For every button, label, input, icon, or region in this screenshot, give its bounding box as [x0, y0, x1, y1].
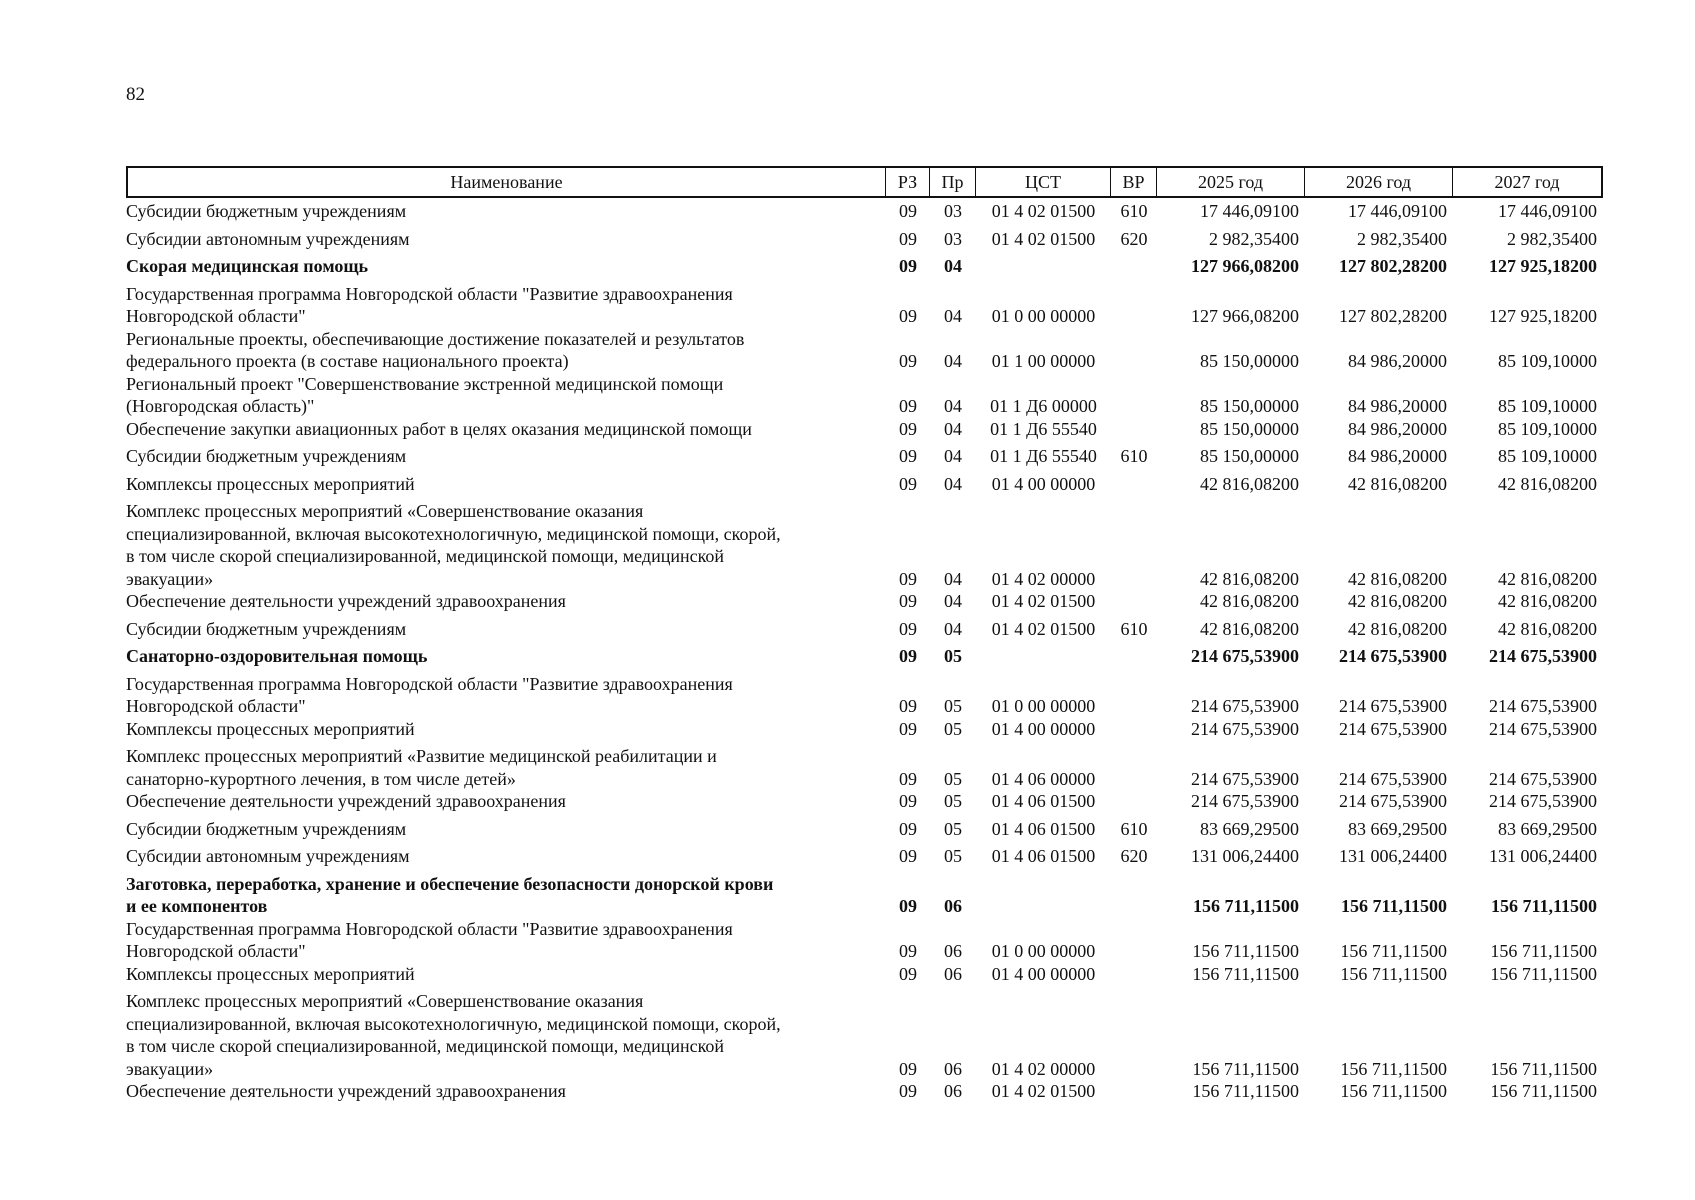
row-cst: 01 0 00 00000 — [991, 306, 1096, 326]
row-cst: 01 4 06 01500 — [991, 818, 1096, 839]
table-row — [126, 718, 1603, 741]
row-name — [126, 990, 886, 1080]
row-rz: 09 — [899, 818, 917, 839]
row-pr: 05 — [944, 846, 962, 866]
row-cst: 01 1 Д6 00000 — [990, 396, 1097, 416]
row-pr: 06 — [944, 1058, 962, 1079]
row-value-2026: 42 816,08200 — [1348, 473, 1447, 494]
row-rz: 09 — [899, 768, 917, 789]
table-row — [126, 873, 1603, 918]
header-name: Наименование — [128, 168, 886, 196]
row-value-2027: 214 675,53900 — [1489, 696, 1597, 716]
row-value-2026: 84 986,20000 — [1348, 418, 1447, 439]
row-value-2026: 127 802,28200 — [1339, 306, 1447, 326]
row-pr: 04 — [944, 351, 962, 371]
row-name — [126, 618, 886, 641]
row-pr: 05 — [944, 696, 962, 716]
row-name-line: Государственная программа Новгородской области "Развитие здравоохранения — [126, 283, 733, 304]
row-value-2026: 83 669,29500 — [1348, 818, 1447, 839]
header-2027: 2027 год — [1494, 171, 1560, 192]
row-value-2027: 85 109,10000 — [1498, 351, 1597, 371]
row-value-2027: 42 816,08200 — [1498, 591, 1597, 611]
row-name-line: Обеспечение деятельности учреждений здравоохранения — [126, 1081, 566, 1101]
row-value-2025: 85 150,00000 — [1200, 446, 1299, 466]
row-name-line: Субсидии бюджетным учреждениям — [126, 618, 407, 639]
row-rz: 09 — [899, 418, 917, 439]
row-value-2025: 17 446,09100 — [1200, 201, 1299, 221]
row-value-2027: 2 982,35400 — [1507, 228, 1597, 249]
row-value-2025: 2 982,35400 — [1209, 228, 1299, 249]
row-value-2026: 84 986,20000 — [1348, 446, 1447, 466]
table-row — [126, 918, 1603, 963]
row-rz: 09 — [899, 696, 917, 716]
row-name — [126, 418, 886, 441]
row-vr: 620 — [1120, 846, 1148, 866]
row-name-line: Комплекс процессных мероприятий «Совершенствование оказания — [126, 501, 644, 521]
header-rz: РЗ — [886, 168, 930, 196]
row-value-2026: 214 675,53900 — [1339, 768, 1447, 789]
row-name-line: Скорая медицинская помощь — [126, 256, 369, 276]
table-row — [126, 818, 1603, 841]
table-row — [126, 590, 1603, 613]
row-pr: 04 — [944, 618, 962, 639]
page-number: 82 — [126, 84, 145, 105]
row-value-2025: 156 711,11500 — [1192, 896, 1299, 916]
table-row — [126, 745, 1603, 790]
table-row — [126, 283, 1603, 328]
row-value-2026: 156 711,11500 — [1340, 963, 1447, 984]
row-cst: 01 4 02 01500 — [991, 1081, 1096, 1101]
table-row — [126, 418, 1603, 441]
row-name-line: Комплексы процессных мероприятий — [126, 718, 415, 739]
row-pr: 04 — [944, 568, 962, 589]
row-name — [126, 328, 886, 373]
row-rz: 09 — [899, 646, 917, 666]
row-pr: 05 — [944, 768, 962, 789]
row-cst: 01 0 00 00000 — [991, 941, 1096, 961]
row-pr: 06 — [944, 896, 962, 916]
row-value-2025: 42 816,08200 — [1200, 568, 1299, 589]
row-value-2027: 156 711,11500 — [1490, 896, 1597, 916]
row-cst: 01 4 06 00000 — [991, 768, 1096, 789]
row-name-line: Новгородской области" — [126, 306, 306, 326]
row-value-2026: 214 675,53900 — [1339, 696, 1447, 716]
row-name-line: специализированной, включая высокотехнологичную, медицинской помощи, скорой, — [126, 1013, 781, 1034]
row-value-2027: 214 675,53900 — [1489, 768, 1597, 789]
header-cst: ЦСТ — [976, 168, 1111, 196]
table-body — [126, 200, 1603, 1108]
row-pr: 06 — [944, 1081, 962, 1101]
row-value-2027: 85 109,10000 — [1498, 418, 1597, 439]
table-row — [126, 373, 1603, 418]
row-name — [126, 745, 886, 790]
row-value-2027: 85 109,10000 — [1498, 396, 1597, 416]
row-rz: 09 — [899, 396, 917, 416]
row-value-2025: 214 675,53900 — [1191, 718, 1299, 739]
row-rz: 09 — [899, 306, 917, 326]
row-name-line: эвакуации» — [126, 1058, 214, 1079]
row-cst: 01 1 00 00000 — [991, 351, 1096, 371]
row-value-2025: 85 150,00000 — [1200, 418, 1299, 439]
row-value-2027: 42 816,08200 — [1498, 618, 1597, 639]
row-name — [126, 283, 886, 328]
row-value-2025: 85 150,00000 — [1200, 396, 1299, 416]
row-vr: 610 — [1120, 201, 1148, 221]
row-value-2025: 131 006,24400 — [1191, 846, 1299, 866]
table-row — [126, 255, 1603, 278]
row-value-2026: 214 675,53900 — [1339, 791, 1447, 811]
row-pr: 05 — [944, 818, 962, 839]
row-pr: 05 — [944, 718, 962, 739]
row-cst: 01 4 02 01500 — [991, 201, 1096, 221]
row-name — [126, 200, 886, 223]
table-row — [126, 645, 1603, 668]
row-value-2026: 42 816,08200 — [1348, 591, 1447, 611]
row-rz: 09 — [899, 568, 917, 589]
row-value-2027: 156 711,11500 — [1490, 1058, 1597, 1079]
row-name-line: Региональный проект "Совершенствование экстренной медицинской помощи — [126, 373, 724, 394]
header-2025: 2025 год — [1157, 168, 1305, 196]
row-name — [126, 818, 886, 841]
table-row — [126, 500, 1603, 590]
row-pr: 04 — [944, 256, 962, 276]
row-rz: 09 — [899, 256, 917, 276]
table-header — [126, 166, 1603, 198]
row-value-2026: 42 816,08200 — [1348, 618, 1447, 639]
row-value-2025: 83 669,29500 — [1200, 818, 1299, 839]
table-row — [126, 1080, 1603, 1103]
row-pr: 04 — [944, 418, 962, 439]
row-cst: 01 4 06 01500 — [991, 846, 1096, 866]
row-value-2026: 17 446,09100 — [1348, 201, 1447, 221]
row-name-line: Государственная программа Новгородской области "Развитие здравоохранения — [126, 673, 733, 694]
table-row — [126, 445, 1603, 468]
row-vr: 610 — [1120, 446, 1148, 466]
row-rz: 09 — [899, 228, 917, 249]
row-name-line: Комплексы процессных мероприятий — [126, 963, 415, 984]
row-cst: 01 4 00 00000 — [991, 963, 1096, 984]
row-name — [126, 373, 886, 418]
row-name-line: Субсидии бюджетным учреждениям — [126, 446, 407, 466]
row-pr: 04 — [944, 396, 962, 416]
row-cst: 01 4 02 01500 — [991, 228, 1096, 249]
row-name-line: Заготовка, переработка, хранение и обеспечение безопасности донорской крови — [126, 873, 774, 894]
header-pr: Пр — [930, 168, 976, 196]
row-name-line: (Новгородская область)" — [126, 396, 315, 416]
row-pr: 03 — [944, 228, 962, 249]
row-name — [126, 718, 886, 741]
row-rz: 09 — [899, 591, 917, 611]
row-cst: 01 1 Д6 55540 — [990, 446, 1097, 466]
row-name-line: Субсидии бюджетным учреждениям — [126, 201, 407, 221]
row-value-2027: 214 675,53900 — [1489, 791, 1597, 811]
row-name-line: Субсидии автономным учреждениям — [126, 228, 410, 249]
row-rz: 09 — [899, 1058, 917, 1079]
row-value-2027: 127 925,18200 — [1489, 306, 1597, 326]
row-name-line: и ее компонентов — [126, 896, 268, 916]
row-rz: 09 — [899, 896, 917, 916]
row-value-2025: 156 711,11500 — [1192, 941, 1299, 961]
row-name-line: Субсидии автономным учреждениям — [126, 846, 410, 866]
row-name-line: Обеспечение деятельности учреждений здравоохранения — [126, 791, 566, 811]
row-name-line: Комплексы процессных мероприятий — [126, 473, 415, 494]
row-rz: 09 — [899, 618, 917, 639]
row-rz: 09 — [899, 1081, 917, 1101]
row-pr: 05 — [944, 791, 962, 811]
row-name-line: специализированной, включая высокотехнологичную, медицинской помощи, скорой, — [126, 523, 781, 544]
row-rz: 09 — [899, 446, 917, 466]
row-value-2027: 42 816,08200 — [1498, 568, 1597, 589]
row-value-2025: 42 816,08200 — [1200, 473, 1299, 494]
row-value-2026: 156 711,11500 — [1340, 1081, 1447, 1101]
row-cst: 01 0 00 00000 — [991, 696, 1096, 716]
table-row — [126, 673, 1603, 718]
row-value-2026: 156 711,11500 — [1340, 941, 1447, 961]
row-rz: 09 — [899, 846, 917, 866]
row-rz: 09 — [899, 941, 917, 961]
table-row — [126, 228, 1603, 251]
row-value-2025: 214 675,53900 — [1191, 768, 1299, 789]
row-name-line: Новгородской области" — [126, 696, 306, 716]
row-value-2025: 42 816,08200 — [1200, 618, 1299, 639]
row-value-2027: 17 446,09100 — [1498, 201, 1597, 221]
row-rz: 09 — [899, 473, 917, 494]
row-value-2026: 84 986,20000 — [1348, 351, 1447, 371]
row-rz: 09 — [899, 791, 917, 811]
row-value-2025: 156 711,11500 — [1192, 963, 1299, 984]
row-pr: 04 — [944, 591, 962, 611]
row-vr: 610 — [1120, 618, 1148, 639]
row-name-line: Комплекс процессных мероприятий «Развитие медицинской реабилитации и — [126, 746, 717, 766]
row-value-2027: 214 675,53900 — [1489, 646, 1597, 666]
row-cst: 01 1 Д6 55540 — [990, 418, 1097, 439]
row-value-2027: 85 109,10000 — [1498, 446, 1597, 466]
table-row — [126, 473, 1603, 496]
row-name-line: санаторно-курортного лечения, в том числе детей» — [126, 768, 516, 789]
row-value-2025: 214 675,53900 — [1191, 791, 1299, 811]
header-2026: 2026 год — [1305, 168, 1453, 196]
row-name — [126, 845, 886, 868]
row-name-line: федерального проекта (в составе национального проекта) — [126, 351, 569, 371]
row-value-2027: 156 711,11500 — [1490, 963, 1597, 984]
row-name-line: Государственная программа Новгородской области "Развитие здравоохранения — [126, 918, 733, 939]
row-value-2027: 83 669,29500 — [1498, 818, 1597, 839]
row-value-2027: 214 675,53900 — [1489, 718, 1597, 739]
row-pr: 03 — [944, 201, 962, 221]
table-row — [126, 618, 1603, 641]
row-name-line: эвакуации» — [126, 568, 214, 589]
row-pr: 05 — [944, 646, 962, 666]
row-pr: 06 — [944, 963, 962, 984]
row-vr: 620 — [1120, 228, 1148, 249]
row-value-2026: 156 711,11500 — [1340, 1058, 1447, 1079]
row-rz: 09 — [899, 201, 917, 221]
row-name — [126, 790, 886, 813]
row-value-2027: 131 006,24400 — [1489, 846, 1597, 866]
row-name — [126, 673, 886, 718]
row-rz: 09 — [899, 718, 917, 739]
row-name-line: в том числе скорой специализированной, медицинской помощи, медицинской — [126, 546, 725, 566]
row-name — [126, 873, 886, 918]
row-cst: 01 4 02 01500 — [991, 618, 1096, 639]
row-name-line: Новгородской области" — [126, 941, 306, 961]
row-value-2025: 42 816,08200 — [1200, 591, 1299, 611]
row-name — [126, 255, 886, 278]
row-value-2026: 214 675,53900 — [1339, 646, 1447, 666]
row-name — [126, 963, 886, 986]
table-row — [126, 845, 1603, 868]
row-cst: 01 4 02 00000 — [991, 568, 1096, 589]
row-value-2025: 127 966,08200 — [1191, 306, 1299, 326]
row-pr: 04 — [944, 446, 962, 466]
row-name — [126, 1080, 886, 1103]
row-value-2026: 131 006,24400 — [1339, 846, 1447, 866]
row-value-2025: 127 966,08200 — [1191, 256, 1299, 276]
row-pr: 04 — [944, 473, 962, 494]
row-name — [126, 228, 886, 251]
row-name — [126, 645, 886, 668]
row-value-2027: 156 711,11500 — [1490, 941, 1597, 961]
row-name — [126, 918, 886, 963]
row-name-line: Обеспечение деятельности учреждений здравоохранения — [126, 591, 566, 611]
row-name-line: Субсидии бюджетным учреждениям — [126, 818, 407, 839]
row-name-line: Региональные проекты, обеспечивающие достижение показателей и результатов — [126, 328, 745, 349]
row-value-2026: 2 982,35400 — [1357, 228, 1447, 249]
row-value-2026: 127 802,28200 — [1339, 256, 1447, 276]
row-value-2025: 156 711,11500 — [1192, 1081, 1299, 1101]
table-row — [126, 963, 1603, 986]
row-value-2025: 214 675,53900 — [1191, 696, 1299, 716]
row-cst: 01 4 02 00000 — [991, 1058, 1096, 1079]
table-row — [126, 790, 1603, 813]
row-value-2025: 85 150,00000 — [1200, 351, 1299, 371]
row-pr: 06 — [944, 941, 962, 961]
row-name-line: Санаторно-оздоровительная помощь — [126, 646, 428, 666]
row-vr: 610 — [1120, 818, 1148, 839]
row-name-line: в том числе скорой специализированной, медицинской помощи, медицинской — [126, 1036, 725, 1056]
row-value-2027: 127 925,18200 — [1489, 256, 1597, 276]
row-cst: 01 4 00 00000 — [991, 473, 1096, 494]
row-cst: 01 4 00 00000 — [991, 718, 1096, 739]
row-value-2026: 214 675,53900 — [1339, 718, 1447, 739]
row-value-2026: 156 711,11500 — [1340, 896, 1447, 916]
row-name — [126, 473, 886, 496]
row-name — [126, 445, 886, 468]
row-value-2027: 42 816,08200 — [1498, 473, 1597, 494]
row-pr: 04 — [944, 306, 962, 326]
row-cst: 01 4 02 01500 — [991, 591, 1096, 611]
table-row — [126, 200, 1603, 223]
row-value-2025: 214 675,53900 — [1191, 646, 1299, 666]
header-vr: ВР — [1111, 168, 1157, 196]
row-value-2027: 156 711,11500 — [1490, 1081, 1597, 1101]
row-name-line: Обеспечение закупки авиационных работ в целях оказания медицинской помощи — [126, 418, 752, 439]
row-value-2026: 84 986,20000 — [1348, 396, 1447, 416]
table-row — [126, 990, 1603, 1080]
row-cst: 01 4 06 01500 — [991, 791, 1096, 811]
row-rz: 09 — [899, 351, 917, 371]
table-row — [126, 328, 1603, 373]
row-rz: 09 — [899, 963, 917, 984]
row-name-line: Комплекс процессных мероприятий «Совершенствование оказания — [126, 991, 644, 1011]
row-name — [126, 500, 886, 590]
row-value-2025: 156 711,11500 — [1192, 1058, 1299, 1079]
row-value-2026: 42 816,08200 — [1348, 568, 1447, 589]
row-name — [126, 590, 886, 613]
